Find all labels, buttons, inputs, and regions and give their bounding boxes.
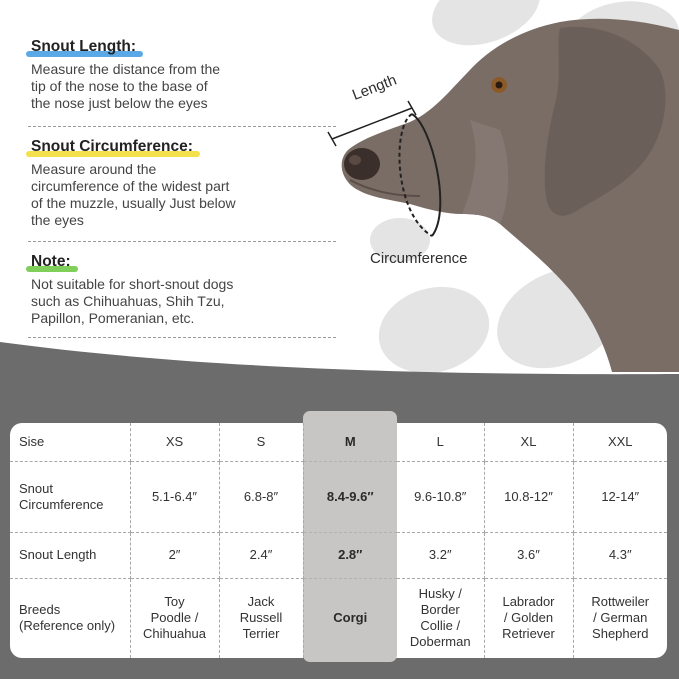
breed-line: Chihuahua <box>143 626 206 642</box>
table-cell: 2.4″ <box>219 532 303 578</box>
size-chart-table <box>10 423 667 658</box>
table-row-header <box>10 423 667 461</box>
snout-length-description <box>28 61 336 112</box>
table-cell: 8.4-9.6″ <box>303 461 397 532</box>
description-line: the eyes <box>31 212 84 228</box>
description-line: Not suitable for short-snout dogs <box>31 276 234 292</box>
row-label-line: Breeds <box>19 602 61 618</box>
divider <box>28 241 336 242</box>
table-cell: 2.8″ <box>303 532 397 578</box>
breed-line: Doberman <box>409 634 471 650</box>
description-line: tip of the nose to the base of <box>31 78 208 94</box>
table-cell <box>303 578 397 658</box>
table-cell: 5.1-6.4″ <box>130 461 219 532</box>
breed-line: Collie / <box>420 618 461 634</box>
breed-line: Russell <box>239 610 283 626</box>
snout-length-section <box>28 38 336 112</box>
breed-line: Corgi <box>333 610 368 626</box>
header-cell-xl: XL <box>484 423 573 461</box>
snout-circumference-description <box>28 161 336 229</box>
header-cell-xs: XS <box>130 423 219 461</box>
divider <box>28 337 336 338</box>
row-label-line: Snout <box>19 480 53 496</box>
description-line: Measure the distance from the <box>31 61 221 77</box>
table-cell: 3.6″ <box>484 532 573 578</box>
table-cell <box>484 578 573 658</box>
divider <box>28 126 336 127</box>
table-cell: 2″ <box>130 532 219 578</box>
row-label-line: Snout Length <box>19 547 97 562</box>
length-label: Length <box>350 71 399 104</box>
table-cell <box>397 578 484 658</box>
heading-text: Note: <box>31 253 71 270</box>
table-cell <box>219 578 303 658</box>
table-row-breeds <box>10 578 667 658</box>
table-cell: 3.2″ <box>397 532 484 578</box>
breed-line: Toy <box>164 594 185 610</box>
breed-line: Poodle / <box>150 610 199 626</box>
table-row-snout-circumference <box>10 461 667 532</box>
header-cell-l: L <box>397 423 484 461</box>
description-line: Papillon, Pomeranian, etc. <box>31 310 195 326</box>
breed-line: Shepherd <box>592 626 649 642</box>
table-cell: 4.3″ <box>573 532 667 578</box>
row-label <box>10 532 130 578</box>
table-cell <box>573 578 667 658</box>
snout-length-heading <box>28 38 139 56</box>
breed-line: Husky / <box>418 586 462 602</box>
heading-text: Snout Length: <box>31 38 137 55</box>
circumference-label: Circumference <box>370 250 468 267</box>
breed-line: Terrier <box>242 626 280 642</box>
table-cell: 12-14″ <box>573 461 667 532</box>
breed-line: Jack <box>247 594 275 610</box>
description-line: Measure around the <box>31 161 157 177</box>
breed-line: Labrador <box>502 594 555 610</box>
header-cell: Sise <box>10 423 130 461</box>
table-cell: 10.8-12″ <box>484 461 573 532</box>
row-label-line: Circumference <box>19 496 104 512</box>
breed-line: / German <box>593 610 648 626</box>
heading-text: Snout Circumference: <box>31 138 193 155</box>
table-cell <box>130 578 219 658</box>
note-description <box>28 276 336 327</box>
snout-circumference-section <box>28 138 336 229</box>
description-line: circumference of the widest part <box>31 178 230 194</box>
breed-line: Border <box>420 602 460 618</box>
description-line: the nose just below the eyes <box>31 95 208 111</box>
breed-line: Rottweiler <box>591 594 650 610</box>
header-cell-m: M <box>303 423 397 461</box>
table-cell: 6.8-8″ <box>219 461 303 532</box>
row-label <box>10 578 130 658</box>
header-cell-s: S <box>219 423 303 461</box>
table-row-snout-length <box>10 532 667 578</box>
row-label <box>10 461 130 532</box>
table-cell: 9.6-10.8″ <box>397 461 484 532</box>
note-section <box>28 253 336 327</box>
description-line: such as Chihuahuas, Shih Tzu, <box>31 293 225 309</box>
breed-line: / Golden <box>503 610 554 626</box>
row-label-line: (Reference only) <box>19 618 116 634</box>
note-heading <box>28 253 74 271</box>
breed-line: Retriever <box>502 626 555 642</box>
snout-circumference-heading <box>28 138 196 156</box>
header-cell-xxl: XXL <box>573 423 667 461</box>
description-line: of the muzzle, usually Just below <box>31 195 236 211</box>
